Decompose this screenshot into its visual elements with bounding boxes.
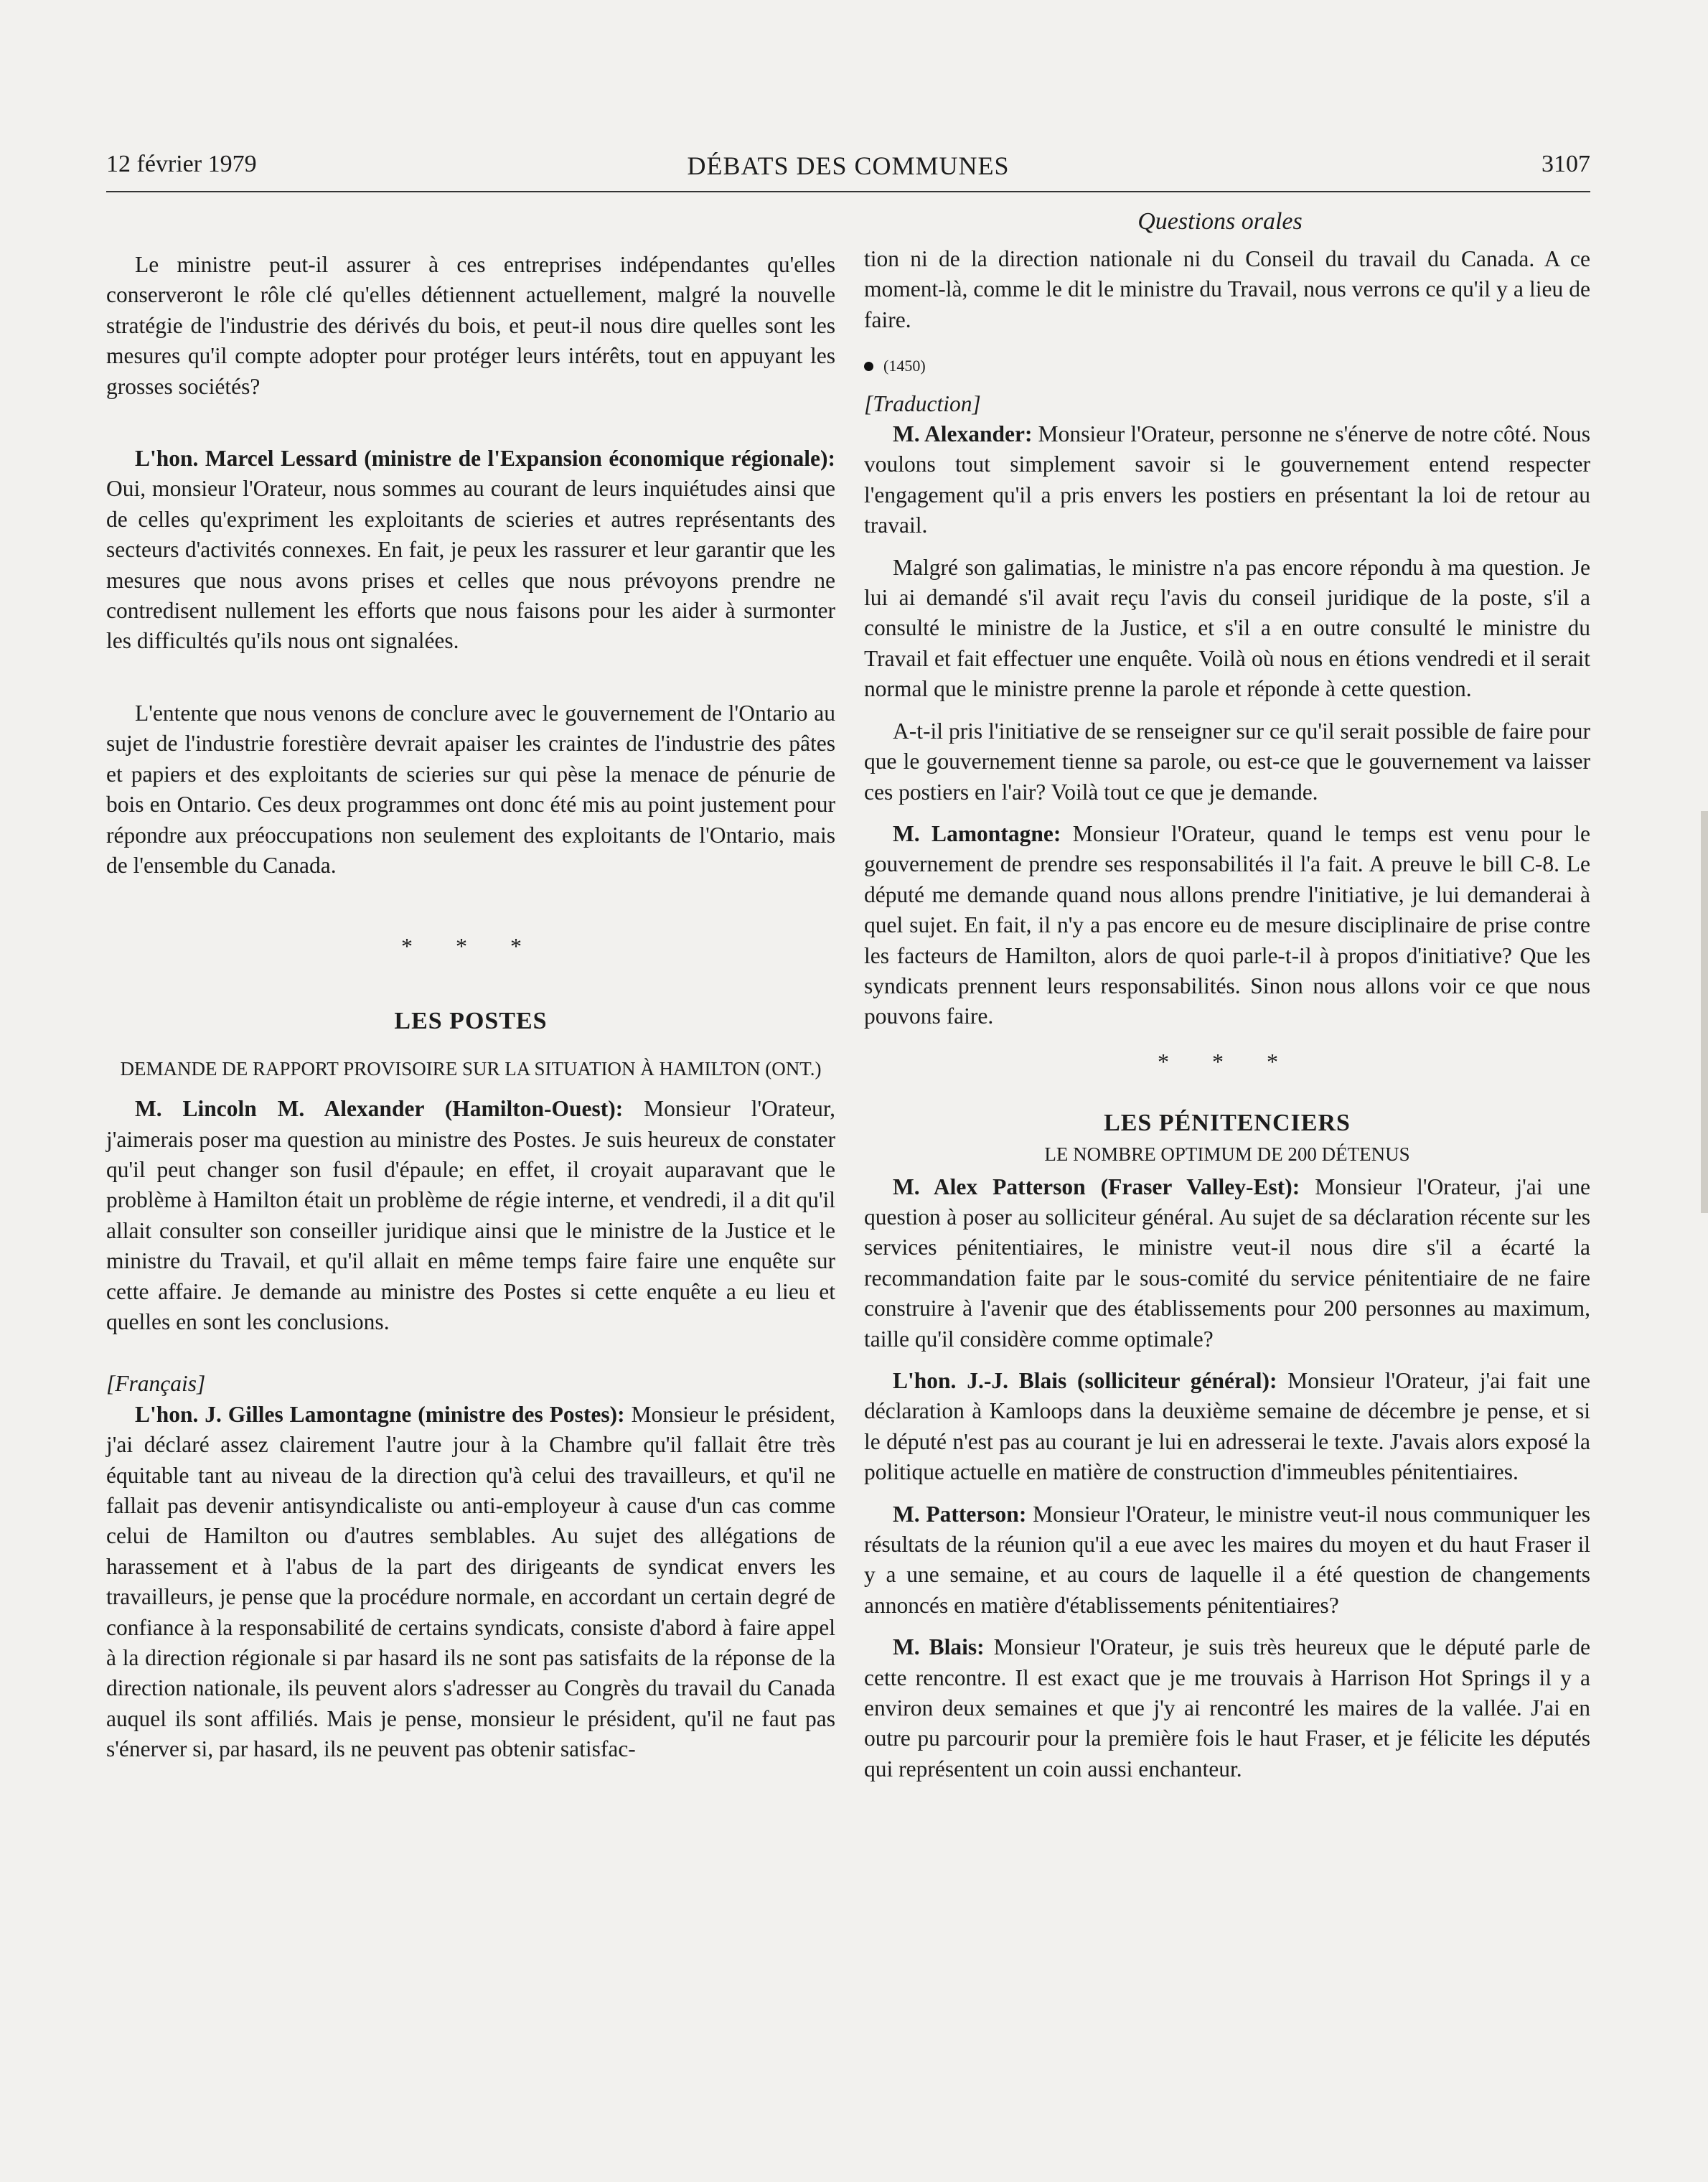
- speech-text: Monsieur l'Orateur, j'ai une question à poser au solliciteur général. Au sujet de sa déclaration récente sur les services pénitentiaires, le ministre veut-il nous dire s'il a écarté la recommandation faite par le sous-comité du service pénitentiaire de ne faire construire à l'avenir que des établissements pour 200 personnes au maximum, taille qu'il considère comme optimale?: [864, 1174, 1590, 1352]
- speech-text: Oui, monsieur l'Orateur, nous sommes au courant de leurs inquiétudes ainsi que de celles qu'expriment les exploitants de scieries et autres représentants des secteurs d'activités connexes. En fait, je peux les rassurer et leur garantir que les mesures que nous avons prises et celles que nous prévoyons prendre ne contredisent nullement les efforts que nous faisons pour les aider à surmonter les difficultés qu'ils nous ont signalées.: [106, 476, 835, 654]
- left-paragraph-2: [106, 444, 835, 657]
- right-paragraph-7: [864, 1366, 1590, 1488]
- left-paragraph-4: [106, 1094, 835, 1337]
- right-paragraph-6: [864, 1172, 1590, 1354]
- header-rule: [106, 191, 1590, 192]
- language-marker: [Français]: [106, 1371, 206, 1397]
- right-paragraph-9: [864, 1632, 1590, 1784]
- subsection-title: LE NOMBRE OPTIMUM DE 200 DÉTENUS: [1044, 1143, 1410, 1165]
- right-paragraph-5: [864, 819, 1590, 1032]
- speaker-name: M. Lincoln M. Alexander (Hamilton-Ouest):: [135, 1096, 624, 1122]
- bullet-icon: [864, 362, 873, 371]
- speech-text: Monsieur l'Orateur, j'aimerais poser ma question au ministre des Postes. Je suis heureux de constater qu'il peut changer son fusil d'épaule; en effet, il croyait auparavant que le problème à Hamilton était un problème de régie interne, et vendredi, il a dit qu'il allait consulter son conseiller juridique ainsi que le ministre de la Justice et le ministre du Travail, et qu'il allait en même temps faire faire une enquête sur cette affaire. Je demande au ministre des Postes si cette enquête a eu lieu et quelles en sont les conclusions.: [106, 1096, 835, 1334]
- timestamp: [864, 351, 1590, 381]
- language-marker: [Traduction]: [864, 390, 981, 416]
- header-date: 12 février 1979: [106, 151, 257, 177]
- left-column: [106, 250, 835, 1765]
- speaker-name: L'hon. J. Gilles Lamontagne (ministre des Postes):: [135, 1401, 625, 1427]
- left-paragraph-1: Le ministre peut-il assurer à ces entreprises indépendantes qu'elles conserveront le rôle clé qu'elles détiennent actuellement, malgré la nouvelle stratégie de l'industrie des dérivés du bois, et peut-il nous dire quelles sont les mesures qu'il compte adopter pour protéger leurs intérêts, tout en appuyant les grosses sociétés?: [106, 252, 835, 399]
- speaker-name: L'hon. Marcel Lessard (ministre de l'Expansion économique régionale):: [135, 446, 835, 472]
- right-paragraph-8: [864, 1499, 1590, 1621]
- header-title: DÉBATS DES COMMUNES: [687, 151, 1010, 180]
- section-label: Questions orales: [1137, 208, 1303, 235]
- speaker-name: M. Lamontagne:: [893, 820, 1061, 846]
- speech-text: Monsieur l'Orateur, j'ai fait une déclaration à Kamloops dans la deuxième semaine de décembre je pense, et si le député n'est pas au courant je lui en adresserai le texte. J'avais alors exposé la politique actuelle en matière de construction d'immeubles pénitentiaires.: [864, 1368, 1590, 1485]
- left-paragraph-3: L'entente que nous venons de conclure avec le gouvernement de l'Ontario au sujet de l'industrie forestière devrait apaiser les craintes de l'industrie des pâtes et papiers et des exploitants de scieries sur qui pèse la menace de pénurie de bois en Ontario. Ces deux programmes ont donc été mis au point justement pour répondre aux préoccupations non seulement des exploitants de l'Ontario, mais de l'ensemble du Canada.: [106, 700, 835, 878]
- section-title: LES POSTES: [394, 1007, 548, 1034]
- speech-text: Monsieur l'Orateur, personne ne s'énerve de notre côté. Nous voulons tout simplement savoir si le gouvernement entend respecter l'engagement qu'il a pris envers les postiers en présentant la loi de retour au travail.: [864, 421, 1590, 538]
- header-page-number: 3107: [1542, 151, 1590, 177]
- speaker-name: M. Alex Patterson (Fraser Valley-Est):: [893, 1174, 1300, 1199]
- section-title: LES PÉNITENCIERS: [1104, 1110, 1351, 1137]
- subsection-title: DEMANDE DE RAPPORT PROVISOIRE SUR LA SITUATION À HAMILTON (ONT.): [120, 1058, 822, 1080]
- page-header: [106, 151, 1590, 192]
- right-paragraph-3: Malgré son galimatias, le ministre n'a pas encore répondu à ma question. Je lui ai demandé s'il avait reçu l'avis du conseil juridique de la poste, s'il a consulté le ministre de la Justice, et s'il a en outre consulté le ministre du Travail et fait effectuer une enquête. Voilà où nous en étions vendredi et il serait normal que le ministre prenne la parole et réponde à cette question.: [864, 554, 1590, 702]
- speech-text: Monsieur l'Orateur, quand le temps est venu pour le gouvernement de prendre ses responsabilités il l'a fait. A preuve le bill C-8. Le député me demande quand nous allons prendre l'initiative, je lui demanderai à quel sujet. En fait, il n'y a pas encore eu de mesure disciplinaire de prise contre les facteurs de Hamilton, alors de quoi parle-t-il à propos d'initiative? Que les syndicats prennent leurs responsabilités. Sinon nous allons voir ce que nous pouvons faire.: [864, 820, 1590, 1029]
- speaker-name: M. Patterson:: [893, 1501, 1027, 1527]
- left-paragraph-5: [106, 1400, 835, 1765]
- speech-text: Monsieur l'Orateur, je suis très heureux que le député parle de cette rencontre. Il est exact que je me trouvais à Harrison Hot Springs il y a environ deux semaines et que j'y ai rencontré les maires de la vallée. J'ai en outre pu parcourir pour la première fois le haut Fraser, et je félicite les députés qui représentent un coin aussi enchanteur.: [864, 1634, 1590, 1781]
- timestamp-text: (1450): [883, 357, 926, 375]
- right-paragraph-1: tion ni de la direction nationale ni du Conseil du travail du Canada. A ce moment-là, comme le dit le ministre du Travail, nous verrons ce qu'il y a lieu de faire.: [864, 246, 1590, 332]
- right-paragraph-2: [864, 419, 1590, 541]
- speaker-name: L'hon. J.-J. Blais (solliciteur général):: [893, 1368, 1277, 1393]
- speaker-name: M. Alexander:: [893, 421, 1033, 447]
- right-paragraph-4: A-t-il pris l'initiative de se renseigner sur ce qu'il serait possible de faire pour que le gouvernement tienne sa parole, ou est-ce que le gouvernement va laisser ces postiers en l'air? Voilà tout ce que je demande.: [864, 718, 1590, 805]
- speech-text: Monsieur l'Orateur, le ministre veut-il nous communiquer les résultats de la réunion qu'il a eue avec les maires du moyen et du haut Fraser il y a une semaine, et au cours de laquelle il a été question de changements annoncés en matière d'établissements pénitentiaires?: [864, 1501, 1590, 1618]
- speech-text: Monsieur le président, j'ai déclaré assez clairement l'autre jour à la Chambre qu'il fallait être très équitable tant au niveau de la direction qu'à celui des travailleurs, et qu'il ne fallait pas devenir antisyndicaliste ou anti-employeur à cause d'un cas comme celui de Hamilton ou d'autres semblables. Au sujet des allégations de harassement et à l'abus de la part des dirigeants de syndicat envers les travailleurs, je pense que la procédure normale, en accordant un certain degré de confiance à la responsabilité de certains syndicats, consiste d'abord à faire appel à la direction régionale si par hasard ils ne sont pas satisfaits de la réponse de la direction nationale, ils peuvent alors s'adresser au Congrès du travail du Canada auquel ils sont affiliés. Mais je pense, monsieur le président, qu'il ne faut pas s'énerver si, par hasard, ils ne peuvent pas obtenir satisfac-: [106, 1401, 835, 1762]
- page-edge-shadow: [1701, 811, 1708, 1213]
- section-separator: * * *: [1158, 1048, 1297, 1074]
- speaker-name: M. Blais:: [893, 1634, 985, 1660]
- right-column: [864, 244, 1590, 1784]
- section-separator: * * *: [401, 933, 540, 960]
